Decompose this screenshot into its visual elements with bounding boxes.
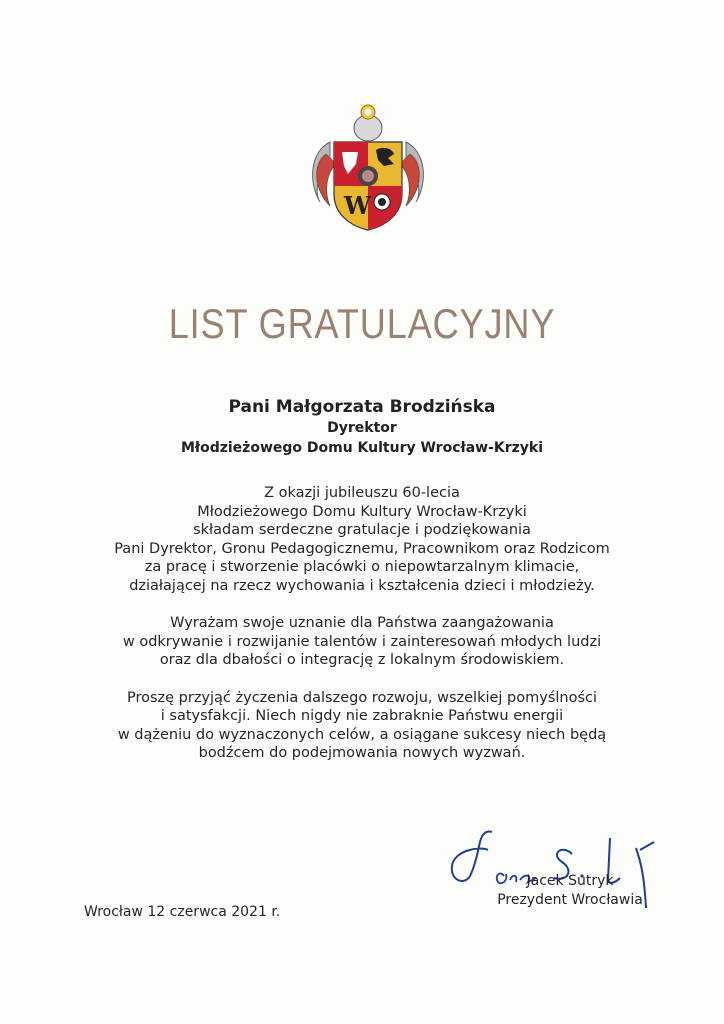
body-line: Proszę przyjąć życzenia dalszego rozwoju, wszelkiej pomyślności: [126, 689, 598, 706]
body-line: Pani Dyrektor, Gronu Pedagogicznemu, Pracownikom oraz Rodzicom: [114, 540, 610, 557]
crest-letter: W: [344, 191, 371, 220]
body-line: Wyrażam swoje uznanie dla Państwa zaangażowania: [170, 615, 554, 631]
document-title: LIST GRATULACYJNY: [168, 300, 556, 347]
body-line: za pracę i stworzenie placówki o niepowtarzalnym klimacie,: [144, 559, 580, 575]
wroclaw-coat-of-arms-icon: [300, 102, 436, 234]
signer-title: Prezydent Wrocławia: [497, 892, 643, 908]
body-line: w odkrywanie i rozwijanie talentów i zainteresowań młodych ludzi: [122, 633, 602, 650]
body-line: oraz dla dbałości o integrację z lokalnym środowiskiem.: [159, 652, 565, 668]
signer-block: [470, 872, 670, 910]
paragraph-2: [60, 614, 664, 670]
body-line: składam serdeczne gratulacje i podziękowania: [193, 522, 531, 538]
body-line: działającej na rzecz wychowania i kształcenia dzieci i młodzieży.: [129, 577, 595, 594]
body-line: Z okazji jubileuszu 60-lecia: [264, 485, 460, 501]
body-line: i satysfakcji. Niech nigdy nie zabraknie Państwu energii: [160, 708, 564, 724]
recipient-block: [0, 396, 724, 458]
recipient-name: Pani Małgorzata Brodzińska: [228, 397, 496, 417]
recipient-institution: Młodzieżowego Domu Kultury Wrocław-Krzyki: [180, 440, 544, 456]
letter-date: Wrocław 12 czerwca 2021 r.: [84, 904, 281, 920]
signer-name: Jacek Sutryk: [526, 873, 614, 889]
paragraph-1: [60, 484, 664, 595]
body-line: w dążeniu do wyznaczonych celów, a osiągane sukcesy niech będą: [117, 726, 607, 743]
body-line: Młodzieżowego Domu Kultury Wrocław-Krzyki: [197, 503, 527, 520]
recipient-role: Dyrektor: [327, 420, 397, 436]
body-line: bodźcem do podejmowania nowych wyzwań.: [198, 745, 526, 761]
paragraph-3: [60, 689, 664, 763]
letter-body: [60, 484, 664, 782]
